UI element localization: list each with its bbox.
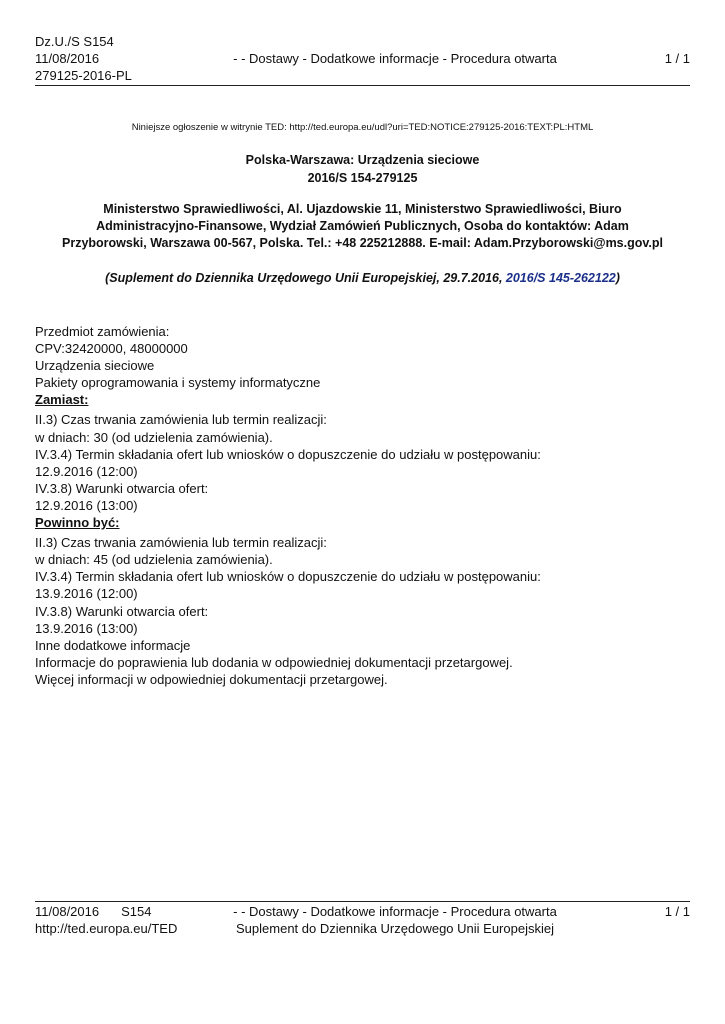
body-line: Przedmiot zamówienia: [35, 324, 170, 339]
header-notice-id: 279125-2016-PL [35, 68, 132, 83]
body-line: 12.9.2016 (13:00) [35, 497, 138, 513]
should-be-heading: Powinno być: [35, 515, 120, 531]
authority-line-2: Administracyjno-Finansowe, Wydział Zamówień Publicznych, Osoba do kontaktów: Adam [96, 219, 629, 233]
body-line: Informacje do poprawienia lub dodania w odpowiedniej dokumentacji przetargowej. [35, 654, 513, 670]
body-line: IV.3.4) Termin składania ofert lub wniosków o dopuszczenie do udziału w postępowaniu: [35, 569, 541, 585]
footer-supplement: Suplement do Dziennika Urzędowego Unii Europejskiej [236, 921, 554, 936]
instead-heading: Zamiast: [35, 392, 89, 408]
body-line: w dniach: 30 (od udzielenia zamówienia). [35, 429, 273, 445]
supplement-prefix: (Suplement do Dziennika Urzędowego Unii Europejskiej, 29.7.2016, [105, 271, 506, 285]
supplement-reference [35, 271, 690, 285]
notice-body [35, 323, 690, 688]
document-title [35, 151, 690, 187]
body-line: IV.3.8) Warunki otwarcia ofert: [35, 603, 209, 619]
instead-block [35, 411, 690, 514]
ted-notice-line: Niniejsze ogłoszenie w witrynie TED: http://ted.europa.eu/udl?uri=TED:NOTICE:279125-2016:TEXT:PL:HTML [131, 122, 594, 133]
header-date: 11/08/2016 [35, 51, 100, 66]
header-divider [35, 85, 690, 86]
title-line-1: Polska-Warszawa: Urządzenia sieciowe [245, 153, 480, 167]
intro-block [35, 323, 690, 391]
body-line: 13.9.2016 (13:00) [35, 620, 138, 636]
body-line: 12.9.2016 (12:00) [35, 463, 138, 479]
header-reference-block [35, 33, 132, 84]
supplement-suffix: ) [615, 271, 620, 285]
footer-divider [35, 901, 690, 902]
footer-ted-link[interactable]: http://ted.europa.eu/TED [35, 921, 178, 936]
footer-date-series [35, 904, 151, 919]
authority-line-1: Ministerstwo Sprawiedliwości, Al. Ujazdowskie 11, Ministerstwo Sprawiedliwości, Biuro [103, 202, 622, 216]
header-journal-ref: Dz.U./S S154 [35, 34, 114, 49]
body-line: Urządzenia sieciowe [35, 358, 155, 374]
body-line: IV.3.4) Termin składania ofert lub wniosków o dopuszczenie do udziału w postępowaniu: [35, 446, 541, 462]
body-line: II.3) Czas trwania zamówienia lub termin realizacji: [35, 412, 327, 428]
body-line: II.3) Czas trwania zamówienia lub termin realizacji: [35, 535, 327, 551]
body-line: 13.9.2016 (12:00) [35, 586, 138, 602]
body-line: IV.3.8) Warunki otwarcia ofert: [35, 480, 209, 496]
body-line: Pakiety oprogramowania i systemy informatyczne [35, 375, 321, 391]
header-page-number: 1 / 1 [664, 51, 690, 66]
body-line: Inne dodatkowe informacje [35, 637, 191, 653]
footer-date: 11/08/2016 [35, 904, 100, 919]
footer-title: - - Dostawy - Dodatkowe informacje - Procedura otwarta [233, 904, 557, 919]
should-be-block [35, 534, 690, 688]
title-line-2: 2016/S 154-279125 [307, 171, 418, 185]
body-line: Więcej informacji w odpowiedniej dokumentacji przetargowej. [35, 671, 388, 687]
header-title: - - Dostawy - Dodatkowe informacje - Procedura otwarta [233, 51, 557, 66]
contracting-authority [45, 201, 680, 252]
body-line: CPV:32420000, 48000000 [35, 341, 188, 357]
supplement-notice-link[interactable]: 2016/S 145-262122 [505, 271, 616, 285]
footer-page-number: 1 / 1 [664, 904, 690, 919]
authority-line-3: Przyborowski, Warszawa 00-567, Polska. Tel.: +48 225212888. E-mail: Adam.Przyborowski@ms.gov.pl [62, 236, 663, 250]
footer-series: S154 [121, 904, 152, 919]
body-line: w dniach: 45 (od udzielenia zamówienia). [35, 552, 273, 568]
